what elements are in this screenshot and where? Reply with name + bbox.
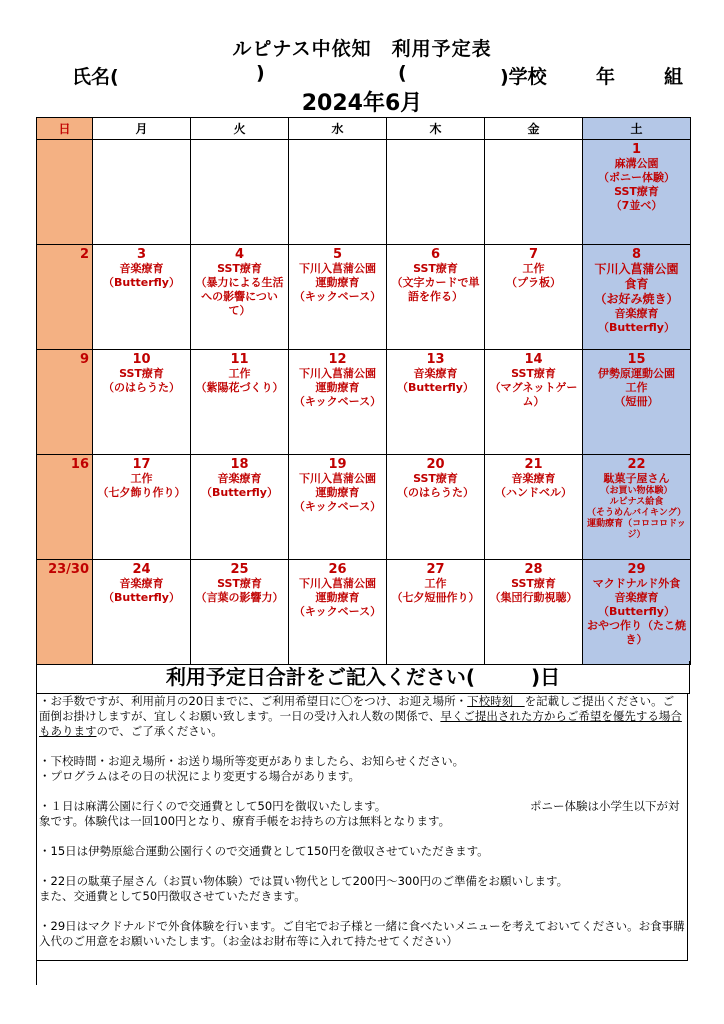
day-cell [583, 560, 691, 665]
event-text: （言葉の影響力） [195, 591, 284, 604]
weekday-header-row [37, 118, 691, 140]
day-cell [289, 350, 387, 455]
event-text: （7並べ） [610, 199, 663, 212]
note-changes: ・下校時間・お迎え場所・お送り場所等変更がありましたら、お知らせください。 [39, 754, 465, 768]
event-text: （そうめんバイキング） [586, 508, 686, 518]
event-text: （Butterfly） [201, 486, 278, 499]
bottom-divider [36, 961, 37, 985]
day-number: 5 [332, 247, 343, 262]
note-day15: ・15日は伊勢原総合運動公園行くので交通費として150円を徴収させていただきます。 [39, 844, 489, 858]
event-text: 運動療育 [315, 486, 360, 499]
day-cell [93, 140, 191, 245]
day-cell [485, 560, 583, 665]
event-text: 工作 [228, 367, 251, 380]
weekday-header: 火 [191, 118, 289, 140]
day-cell [485, 245, 583, 350]
day-cell [485, 350, 583, 455]
event-text: 運動療育（コロコロドッジ） [587, 519, 686, 540]
total-days-box [36, 661, 690, 694]
day-number: 29 [627, 562, 646, 577]
event-text: 下川入菖蒲公園 [299, 472, 376, 485]
event-text: SST療育 [217, 577, 262, 590]
event-text: SST療育 [614, 185, 659, 198]
event-text: 工作 [130, 472, 153, 485]
day-cell [289, 455, 387, 560]
day-number: 12 [328, 352, 347, 367]
note-submission: ・お手数ですが、利用前月の20日までに、ご利用希望日に〇をつけ、お迎え場所・下校時刻 を記載しご提出ください。ご面倒お掛けしますが、宜しくお願い致します。一日の受け入れ人数の関係で、早くご提出された方からご希望を優先する場合もありますので、ご了承ください。 [39, 694, 682, 738]
event-text: SST療育 [511, 577, 556, 590]
event-text: ルピナス給食 [609, 497, 664, 507]
event-text: （ポニー体験） [598, 171, 675, 184]
day-number: 8 [631, 247, 642, 262]
event-text: 音楽療育 [511, 472, 556, 485]
event-text: 音楽療育 [119, 577, 164, 590]
event-text: 伊勢原運動公園 [598, 367, 675, 380]
event-text: （Butterfly） [103, 276, 180, 289]
event-text: 食育 [624, 277, 649, 291]
day-cell [387, 350, 485, 455]
day-number: 19 [328, 457, 347, 472]
event-text: （キックベース） [293, 395, 382, 408]
day-number: 25 [230, 562, 249, 577]
day-cell [191, 245, 289, 350]
total-days-suffix: )日 [531, 665, 561, 689]
day-cell [583, 350, 691, 455]
event-text: （暴力による生活への影響について） [195, 276, 284, 317]
day-cell [289, 560, 387, 665]
class-label: 組 [664, 66, 684, 88]
event-text: SST療育 [217, 262, 262, 275]
event-text: （キックベース） [293, 500, 382, 513]
day-cell [583, 455, 691, 560]
note-program: ・プログラムはその日の状況により変更する場合があります。 [39, 769, 360, 783]
weekday-header: 木 [387, 118, 485, 140]
total-days-label: 利用予定日合計をご記入ください( [165, 665, 475, 689]
day-cell [93, 245, 191, 350]
day-number: 17 [132, 457, 151, 472]
weekday-header: 金 [485, 118, 583, 140]
event-text: 工作 [522, 262, 545, 275]
event-text: 下川入菖蒲公園 [299, 577, 376, 590]
day-number: 11 [230, 352, 249, 367]
week-row [37, 245, 691, 350]
month-title: 2024年6月 [301, 91, 423, 116]
day-cell [387, 560, 485, 665]
day-number: 15 [627, 352, 646, 367]
event-text: （Butterfly） [397, 381, 474, 394]
week-row [37, 455, 691, 560]
day-cell [191, 560, 289, 665]
event-text: SST療育 [511, 367, 556, 380]
note-day22: ・22日の駄菓子屋さん（お買い物体験）では買い物代として200円～300円のご準備をお願いします。 [39, 874, 569, 888]
event-text: 下川入菖蒲公園 [299, 367, 376, 380]
event-text: SST療育 [413, 472, 458, 485]
school-open: ( [398, 62, 407, 84]
weekday-header: 土 [583, 118, 691, 140]
day-number: 28 [524, 562, 543, 577]
day-number: 4 [234, 247, 245, 262]
event-text: 運動療育 [315, 591, 360, 604]
event-text: （プラ板） [506, 276, 561, 289]
event-text: （のはらうた） [397, 486, 474, 499]
day-number: 27 [426, 562, 445, 577]
event-text: 下川入菖蒲公園 [594, 262, 679, 276]
name-close: ) [256, 62, 265, 84]
day-cell [485, 455, 583, 560]
event-text: 工作 [625, 381, 648, 394]
week-row [37, 560, 691, 665]
day-number: 23/30 [48, 562, 89, 577]
event-text: マクドナルド外食 [592, 577, 681, 590]
day-number: 7 [528, 247, 539, 262]
event-text: （Butterfly） [598, 321, 675, 334]
event-text: （Butterfly） [598, 605, 675, 618]
day-cell [37, 560, 93, 665]
event-text: 運動療育 [315, 276, 360, 289]
day-cell [387, 245, 485, 350]
event-text: （Butterfly） [103, 591, 180, 604]
day-cell [37, 140, 93, 245]
event-text: （マグネットゲーム） [489, 381, 578, 408]
name-label: 氏名( [72, 66, 119, 88]
day-number: 24 [132, 562, 151, 577]
event-text: 運動療育 [315, 381, 360, 394]
note-day22-fare: また、交通費として50円徴収させていただきます。 [39, 889, 306, 903]
day-number: 6 [430, 247, 441, 262]
day-number: 3 [136, 247, 147, 262]
weekday-header: 水 [289, 118, 387, 140]
page-title: ルピナス中依知 利用予定表 [232, 38, 492, 60]
event-text: （キックベース） [293, 290, 382, 303]
day-cell [387, 140, 485, 245]
day-number: 26 [328, 562, 347, 577]
day-cell [289, 245, 387, 350]
event-text: （お好み焼き） [594, 292, 679, 306]
event-text: （キックベース） [293, 605, 382, 618]
school-label: )学校 [500, 66, 547, 88]
week-row [37, 140, 691, 245]
event-text: 音楽療育 [119, 262, 164, 275]
day-cell [93, 560, 191, 665]
note-day1: ・１日は麻溝公園に行くので交通費として50円を徴収いたします。 ポニー体験は小学生以下が対象です。体験代は一回100円となり、療育手帳をお持ちの方は無料となります。 [39, 799, 680, 828]
day-cell [583, 140, 691, 245]
event-text: 工作 [424, 577, 447, 590]
day-number: 9 [79, 352, 89, 367]
event-text: 麻溝公園 [614, 157, 659, 170]
week-row [37, 350, 691, 455]
event-text: 音楽療育 [614, 307, 659, 320]
day-cell [93, 455, 191, 560]
event-text: 音楽療育 [614, 591, 659, 604]
grade-label: 年 [596, 66, 616, 88]
weekday-header: 月 [93, 118, 191, 140]
event-text: 音楽療育 [217, 472, 262, 485]
day-cell [485, 140, 583, 245]
day-cell [387, 455, 485, 560]
event-text: SST療育 [413, 262, 458, 275]
day-number: 16 [70, 457, 89, 472]
notes-section [36, 693, 688, 961]
event-text: （集団行動視聴） [489, 591, 578, 604]
event-text: （のはらうた） [103, 381, 180, 394]
day-number: 1 [631, 142, 642, 157]
event-text: （七夕飾り作り） [97, 486, 186, 499]
event-text: （お買い物体験） [600, 486, 673, 496]
day-number: 20 [426, 457, 445, 472]
day-number: 14 [524, 352, 543, 367]
event-text: （文字カードで単語を作る） [391, 276, 480, 303]
event-text: （ハンドベル） [495, 486, 572, 499]
day-number: 18 [230, 457, 249, 472]
note-day29: ・29日はマクドナルドで外食体験を行います。ご自宅でお子様と一緒に食べたいメニューを考えておいてください。お食事購入代のご用意をお願いいたします。（お金はお財布等に入れて持たせてください） [39, 919, 685, 948]
event-text: （紫陽花づくり） [195, 381, 284, 394]
calendar-table [36, 117, 691, 665]
calendar-body [37, 140, 691, 665]
day-cell [191, 140, 289, 245]
event-text: おやつ作り（たこ焼き） [587, 619, 686, 646]
event-text: SST療育 [119, 367, 164, 380]
day-cell [93, 350, 191, 455]
weekday-header: 日 [37, 118, 93, 140]
day-number: 22 [627, 457, 646, 472]
day-cell [583, 245, 691, 350]
event-text: 駄菓子屋さん [603, 472, 670, 485]
day-cell [37, 245, 93, 350]
day-cell [191, 455, 289, 560]
event-text: 音楽療育 [413, 367, 458, 380]
day-cell [289, 140, 387, 245]
day-number: 10 [132, 352, 151, 367]
day-number: 13 [426, 352, 445, 367]
event-text: （短冊） [614, 395, 659, 408]
day-cell [37, 455, 93, 560]
day-cell [37, 350, 93, 455]
event-text: （七夕短冊作り） [391, 591, 480, 604]
day-number: 2 [79, 247, 89, 262]
event-text: 下川入菖蒲公園 [299, 262, 376, 275]
day-cell [191, 350, 289, 455]
day-number: 21 [524, 457, 543, 472]
